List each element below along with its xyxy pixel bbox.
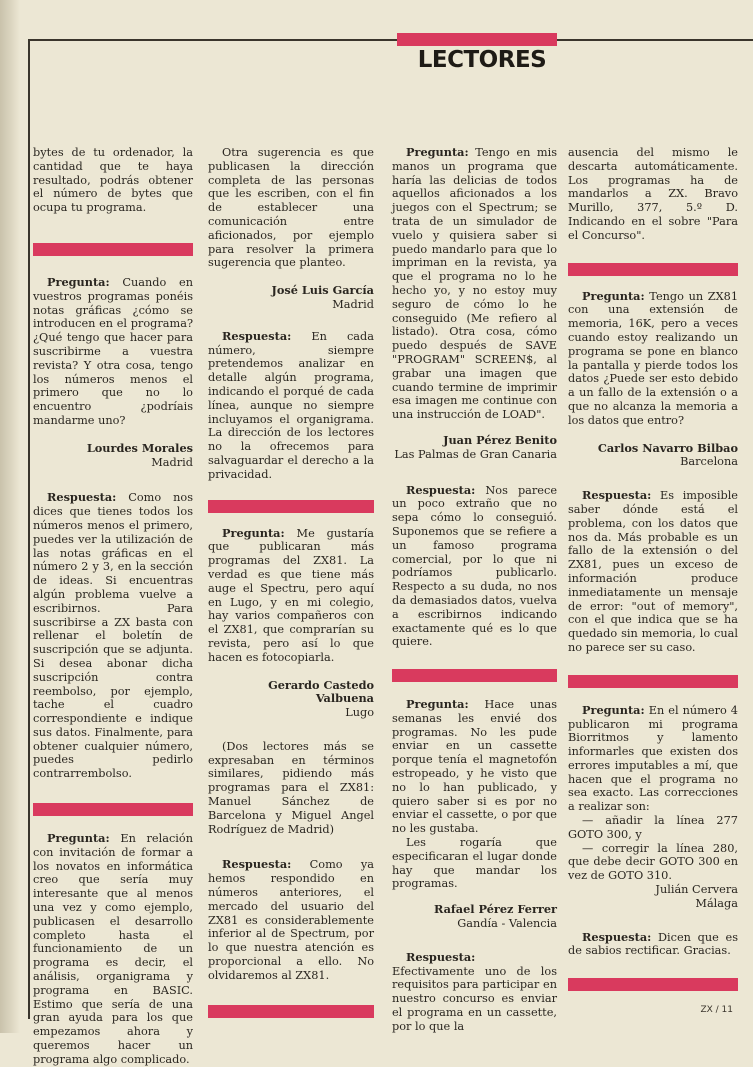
answer bbox=[392, 484, 557, 650]
answer-label: Respuesta: bbox=[582, 929, 652, 944]
question-text: Tengo en mis manos un programa que haría las delicias de todos aquellos aficionados a los juegos con el Spectrum; se trata de un simulador de vuelo y quisiera saber si puedo mandarlo para que lo impriman en la revista, ya que el programa no lo he hecho yo, y no estoy muy seguro de cómo lo he conseguido (Me refiero al listado). Otra cosa, cómo puedo después de SAVE "PROGRAM" SCREEN$, al grabar una imagen que cuando termine de imprimir esa imagen me continue con una instrucción de LOAD". bbox=[392, 146, 557, 422]
question-text: Hace unas semanas les envié dos programas. No les pude enviar en un cassette porque tenía el magnetofón estropeado, y he visto que no lo han publicado, y quiero saber si es por no enviar el cassette, o por que no les gustaba. bbox=[392, 698, 558, 836]
answer-label: Respuesta: bbox=[582, 488, 652, 503]
question-label: Pregunta: bbox=[47, 831, 110, 846]
column-2 bbox=[208, 146, 374, 1018]
answer-text: En cada número, siempre pretendemos analizar en detalle algún programa, indicando el porqué de cada línea, aunque no siempre incluyamos el organigrama. La dirección de los lectores no la ofrecemos para salvaguardar el derecho a la privacidad. bbox=[208, 329, 374, 481]
question-text: Me gustaría que publicaran más programas del ZX81. La verdad es que tiene más auge el Spectru, pero aquí en Lugo, y en mi colegio, hay varios compañeros con el ZX81, que comprarían su revista, pero así lo que hacen es fotocopiarla. bbox=[208, 526, 374, 664]
signature-name: José Luis García bbox=[271, 283, 374, 298]
question-label: Pregunta: bbox=[582, 702, 645, 717]
column-3 bbox=[392, 146, 557, 1034]
question-text: Tengo un ZX81 con una extensión de memoria, 16K, pero a veces cuando estoy realizando un programa se pone en blanco la pantalla y pierde todos los datos ¿Puede ser esto debido a un fallo de la extensión o a que no alcanza la memoria a los datos que entro? bbox=[568, 289, 739, 427]
separator-bar bbox=[568, 263, 738, 276]
section-title: LECTORES bbox=[417, 47, 547, 73]
question bbox=[568, 704, 738, 814]
separator-bar bbox=[568, 675, 738, 688]
signature-city: Barcelona bbox=[680, 455, 738, 469]
correction-item: — añadir la línea 277 GOTO 300, y bbox=[568, 814, 738, 841]
section-header-bar bbox=[397, 33, 557, 46]
question-label: Pregunta: bbox=[406, 697, 469, 712]
question bbox=[33, 832, 193, 1067]
answer bbox=[392, 951, 557, 1034]
answer-text: Efectivamente uno de los requisitos para participar en nuestro concurso es enviar el programa en un cassette, por lo que la bbox=[392, 964, 557, 1033]
separator-bar bbox=[208, 500, 374, 513]
separator-bar bbox=[33, 243, 193, 256]
signature bbox=[392, 903, 557, 931]
signature-name: Rafael Pérez Ferrer bbox=[433, 902, 557, 917]
answer bbox=[208, 330, 374, 482]
answer-text: Nos parece un poco extraño que no sepa cómo lo conseguió. Suponemos que se refiere a un famoso programa comercial, por lo que ni podríamos publicarlo. Respecto a su duda, no nos da demasiados datos, vuelva a escribirnos indicando exactamente qué es lo que quiere. bbox=[392, 483, 558, 649]
question bbox=[392, 698, 557, 836]
signature-name: Gerardo Castedo Valbuena bbox=[268, 677, 374, 706]
answer-text: Dicen que es de sabios rectificar. Gracias. bbox=[568, 930, 738, 958]
paragraph: Otra sugerencia es que publicasen la dirección completa de las personas que les escriben, con el fin de establecer una comunicación entre aficionados, por ejemplo para resolver la primera sugerencia que planteo. bbox=[208, 146, 374, 270]
answer-label: Respuesta: bbox=[47, 490, 117, 505]
signature bbox=[33, 442, 193, 470]
answer-text: Como nos dices que tienes todos los números menos el primero, puedes ver la utilización de las notas gráficas en el número 2 y 3, en la sección de ideas. Si encuentras algún problema vuelve a escribirnos. Para suscribirse a ZX basta con rellenar el boletín de suscripción que se adjunta. Si desea abonar dicha suscripción contra reembolso, por ejemplo, tache el cuadro correspondiente e indique sus datos. Finalmente, para obtener cualquier número, puedes pedirlo contrarrembolso. bbox=[33, 491, 193, 781]
answer-label: Respuesta: bbox=[406, 949, 476, 964]
signature-city: Las Palmas de Gran Canaria bbox=[394, 447, 557, 461]
question-label: Pregunta: bbox=[47, 274, 110, 289]
separator-bar bbox=[33, 803, 193, 816]
signature-name: Juan Pérez Benito bbox=[443, 432, 557, 447]
question-text: En el número 4 publicaron mi programa Biorritmos y lamento informarles que existen dos errores imputables a mí, que hacen que el programa no sea exacto. Las correcciones a realizar son: bbox=[568, 703, 738, 814]
answer bbox=[568, 489, 738, 655]
frame-left-rule bbox=[28, 39, 30, 1019]
separator-bar bbox=[568, 978, 738, 991]
paragraph: Les rogaría que especificaran el lugar donde hay que mandar los programas. bbox=[392, 836, 557, 891]
question-text: En relación con invitación de formar a los novatos en informática creo que sería muy interesante que al menos una vez y como ejemplo, publicasen el desarrollo completo hasta el funcionamiento de un programa es decir, el análisis, organigrama y programa en BASIC. Estimo que sería de una gran ayuda para los que empezamos ahora y queremos hacer un programa algo complicado. bbox=[33, 832, 193, 1066]
frame-top-rule bbox=[28, 39, 753, 41]
editor-note: (Dos lectores más se expresaban en términos similares, pidiendo más programas para el ZX81: Manuel Sánchez de Barcelona y Miguel Angel Rodríguez de Madrid) bbox=[208, 739, 374, 836]
signature-city: Madrid bbox=[151, 455, 193, 469]
question bbox=[568, 290, 738, 428]
signature bbox=[568, 442, 738, 470]
column-1 bbox=[33, 146, 193, 1067]
answer-label: Respuesta: bbox=[222, 857, 292, 872]
signature-name: Julián Cervera bbox=[655, 883, 738, 897]
page-gutter-shadow bbox=[0, 0, 20, 1033]
question bbox=[208, 527, 374, 665]
answer bbox=[33, 491, 193, 781]
signature-city: Madrid bbox=[332, 297, 374, 311]
signature bbox=[392, 434, 557, 462]
answer-text: Es imposible saber dónde está el problema, con los datos que nos da. Más probable es un fallo de la extensión o del ZX81, pues un exceso de información produce inmediatamente un mensaje de error: "out of memory", con el que indica que se ha quedado sin memoria, lo cual no parece ser su caso. bbox=[568, 489, 738, 654]
signature bbox=[208, 284, 374, 312]
separator-bar bbox=[208, 1005, 374, 1018]
signature-name: Carlos Navarro Bilbao bbox=[597, 440, 738, 455]
signature bbox=[208, 679, 374, 720]
signature-city: Gandía - Valencia bbox=[457, 917, 557, 931]
answer-text: Como ya hemos respondido en números anteriores, el mercado del usuario del ZX81 es considerablemente inferior al de Spectrum, por lo que nuestra atención es proporcional a ello. No olvidaremos al ZX81. bbox=[208, 858, 375, 982]
correction-item: — corregir la línea 280, que debe decir GOTO 300 en vez de GOTO 310. bbox=[568, 841, 738, 883]
column-4 bbox=[568, 146, 738, 991]
paragraph: ausencia del mismo le descarta automáticamente. Los programas ha de mandarlos a ZX. Bravo Murillo, 377, 5.º D. Indicando en el sobre "Para el Concurso". bbox=[568, 146, 738, 242]
paragraph: bytes de tu ordenador, la cantidad que te haya resultado, podrás obtener el número de bytes que ocupa tu programa. bbox=[33, 146, 193, 215]
question-text: Cuando en vuestros programas ponéis notas gráficas ¿cómo se introducen en el programa? ¿Qué tengo que hacer para suscribirme a vuestra revista? Y otra cosa, tengo los números menos el primero que no lo encuentro ¿podríais mandarme uno? bbox=[33, 275, 193, 427]
question bbox=[392, 146, 557, 422]
answer bbox=[208, 858, 374, 982]
question-label: Pregunta: bbox=[582, 288, 645, 303]
signature-city: Málaga bbox=[695, 896, 738, 910]
question bbox=[33, 276, 193, 428]
answer bbox=[568, 931, 738, 959]
page-folio: ZX / 11 bbox=[700, 1005, 733, 1015]
answer-label: Respuesta: bbox=[406, 482, 476, 497]
separator-bar bbox=[392, 669, 557, 682]
question-label: Pregunta: bbox=[406, 145, 469, 159]
signature bbox=[568, 883, 738, 911]
signature-city: Lugo bbox=[345, 706, 374, 720]
signature-name: Lourdes Morales bbox=[86, 440, 193, 455]
question-label: Pregunta: bbox=[222, 525, 285, 540]
answer-label: Respuesta: bbox=[222, 328, 292, 343]
